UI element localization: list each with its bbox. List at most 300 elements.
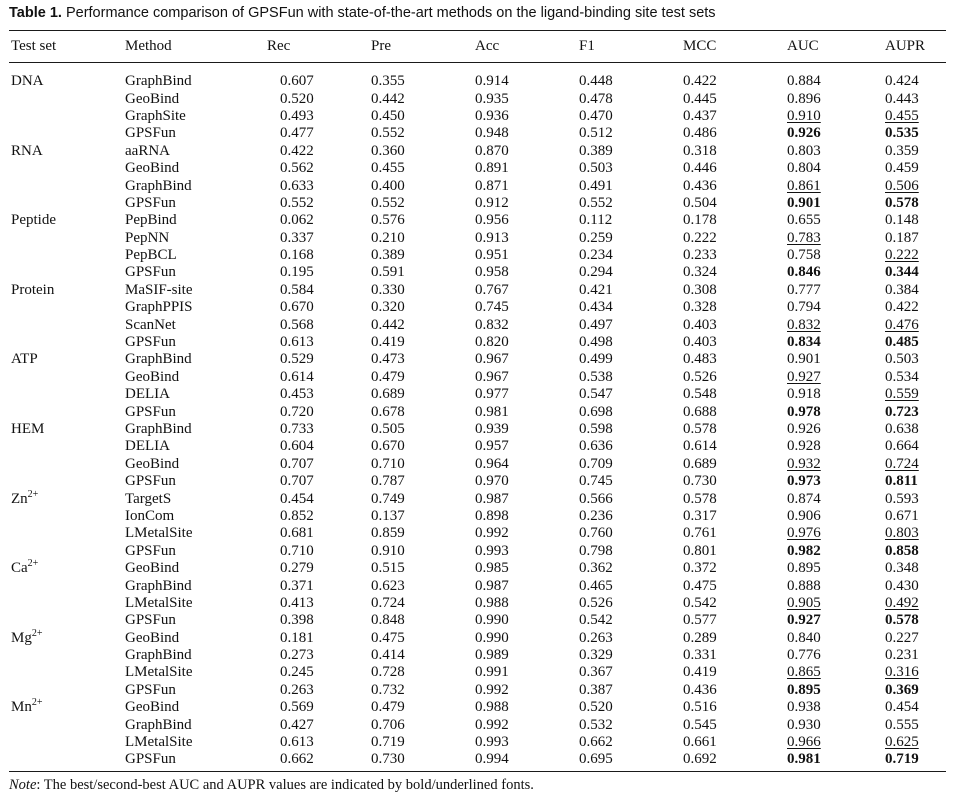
f1-value: 0.662 <box>579 734 613 751</box>
table-row <box>9 438 946 455</box>
f1-cell <box>579 160 683 177</box>
pre-cell <box>371 212 475 229</box>
auc-cell <box>787 456 885 473</box>
f1-value: 0.745 <box>579 473 613 490</box>
f1-value: 0.520 <box>579 699 613 716</box>
mcc-value: 0.222 <box>683 229 717 246</box>
pre-cell <box>371 699 475 716</box>
pre-value: 0.710 <box>371 455 405 472</box>
f1-value: 0.491 <box>579 177 613 194</box>
f1-value: 0.448 <box>579 73 613 90</box>
acc-cell <box>475 473 579 490</box>
acc-cell <box>475 125 579 142</box>
rec-cell <box>267 125 371 142</box>
method-cell: LMetalSite <box>125 664 193 681</box>
aupr-cell <box>885 125 946 142</box>
method-cell: IonCom <box>125 507 175 524</box>
mcc-value: 0.328 <box>683 299 717 316</box>
pre-value: 0.910 <box>371 542 405 559</box>
mcc-cell <box>683 473 787 490</box>
auc-cell <box>787 508 885 525</box>
f1-value: 0.389 <box>579 142 613 159</box>
pre-cell <box>371 143 475 160</box>
rec-cell <box>267 386 371 403</box>
auc-value: 0.777 <box>787 281 821 298</box>
f1-value: 0.695 <box>579 751 613 768</box>
mcc-value: 0.475 <box>683 577 717 594</box>
table-row <box>9 108 946 125</box>
acc-value: 0.820 <box>475 334 509 351</box>
mcc-cell <box>683 108 787 125</box>
rec-value: 0.454 <box>280 490 314 507</box>
mcc-value: 0.614 <box>683 438 717 455</box>
aupr-cell <box>885 543 946 560</box>
method-cell: GPSFun <box>125 194 176 211</box>
f1-value: 0.503 <box>579 160 613 177</box>
auc-cell <box>787 751 885 768</box>
pre-value: 0.455 <box>371 160 405 177</box>
f1-value: 0.698 <box>579 403 613 420</box>
acc-value: 0.948 <box>475 125 509 142</box>
header-method: Method <box>125 38 172 54</box>
acc-cell <box>475 160 579 177</box>
rec-value: 0.520 <box>280 90 314 107</box>
f1-cell <box>579 334 683 351</box>
aupr-cell <box>885 595 946 612</box>
rec-cell <box>267 73 371 90</box>
pre-cell <box>371 647 475 664</box>
method-cell: aaRNA <box>125 142 170 159</box>
table-caption <box>9 2 949 24</box>
rec-cell <box>267 230 371 247</box>
pre-value: 0.479 <box>371 699 405 716</box>
pre-value: 0.320 <box>371 299 405 316</box>
mcc-cell <box>683 282 787 299</box>
acc-value: 0.967 <box>475 351 509 368</box>
aupr-value: 0.430 <box>885 577 919 594</box>
method-cell: GPSFun <box>125 681 176 698</box>
rec-cell <box>267 177 371 194</box>
pre-cell <box>371 508 475 525</box>
f1-cell <box>579 316 683 333</box>
table-row <box>9 560 946 577</box>
f1-cell <box>579 386 683 403</box>
header-f1: F1 <box>579 38 595 54</box>
aupr-cell <box>885 612 946 629</box>
method-cell: LMetalSite <box>125 594 193 611</box>
mcc-value: 0.504 <box>683 194 717 211</box>
pre-value: 0.859 <box>371 525 405 542</box>
acc-value: 0.870 <box>475 142 509 159</box>
method-cell: TargetS <box>125 490 172 507</box>
f1-value: 0.434 <box>579 299 613 316</box>
auc-value: 0.895 <box>787 560 821 577</box>
test-set-cell <box>9 177 122 194</box>
test-set-cell <box>9 751 122 768</box>
test-set-charge: 2+ <box>31 697 43 709</box>
auc-cell <box>787 682 885 699</box>
rec-cell <box>267 543 371 560</box>
auc-value: 0.895 <box>787 681 821 698</box>
acc-cell <box>475 490 579 507</box>
table-row <box>9 734 946 751</box>
acc-value: 0.956 <box>475 212 509 229</box>
table-body <box>9 73 946 769</box>
table-row <box>9 543 946 560</box>
rec-value: 0.707 <box>280 473 314 490</box>
auc-value: 0.906 <box>787 507 821 524</box>
mcc-cell <box>683 316 787 333</box>
method-cell: GraphSite <box>125 107 186 124</box>
test-set-cell <box>9 525 122 542</box>
test-set-cell <box>9 143 122 160</box>
method-cell: GeoBind <box>125 629 180 646</box>
f1-cell <box>579 456 683 473</box>
mcc-value: 0.178 <box>683 212 717 229</box>
f1-value: 0.499 <box>579 351 613 368</box>
aupr-value: 0.359 <box>885 142 919 159</box>
rec-value: 0.413 <box>280 594 314 611</box>
aupr-value: 0.384 <box>885 281 919 298</box>
method-cell: PepBind <box>125 212 177 229</box>
aupr-cell <box>885 490 946 507</box>
mcc-cell <box>683 212 787 229</box>
auc-value: 0.884 <box>787 73 821 90</box>
table-caption-label: Table 1. <box>9 5 62 21</box>
method-cell: GPSFun <box>125 334 176 351</box>
rec-value: 0.398 <box>280 612 314 629</box>
f1-value: 0.636 <box>579 438 613 455</box>
table-row <box>9 421 946 438</box>
f1-cell <box>579 630 683 647</box>
auc-value: 0.910 <box>787 107 821 124</box>
f1-cell <box>579 560 683 577</box>
aupr-value: 0.535 <box>885 125 919 142</box>
header-test-set: Test set <box>11 38 57 54</box>
table-row <box>9 577 946 594</box>
pre-value: 0.678 <box>371 403 405 420</box>
test-set-cell <box>9 73 122 90</box>
acc-cell <box>475 247 579 264</box>
rec-value: 0.181 <box>280 629 314 646</box>
rec-value: 0.633 <box>280 177 314 194</box>
rec-cell <box>267 664 371 681</box>
aupr-value: 0.231 <box>885 647 919 664</box>
auc-cell <box>787 90 885 107</box>
method-cell: GeoBind <box>125 160 180 177</box>
mcc-value: 0.486 <box>683 125 717 142</box>
table-note-label: Note <box>9 777 37 793</box>
aupr-cell <box>885 212 946 229</box>
mcc-value: 0.233 <box>683 247 717 264</box>
test-set-cell <box>9 369 122 386</box>
acc-cell <box>475 508 579 525</box>
f1-cell <box>579 664 683 681</box>
acc-value: 0.977 <box>475 386 509 403</box>
aupr-value: 0.578 <box>885 194 919 211</box>
pre-cell <box>371 177 475 194</box>
f1-cell <box>579 438 683 455</box>
aupr-value: 0.492 <box>885 594 919 611</box>
test-set-cell <box>9 647 122 664</box>
acc-cell <box>475 682 579 699</box>
mcc-cell <box>683 177 787 194</box>
table-row <box>9 195 946 212</box>
aupr-value: 0.671 <box>885 507 919 524</box>
method-cell: GraphBind <box>125 351 192 368</box>
aupr-value: 0.422 <box>885 299 919 316</box>
f1-cell <box>579 403 683 420</box>
pre-cell <box>371 73 475 90</box>
acc-cell <box>475 577 579 594</box>
mcc-cell <box>683 716 787 733</box>
acc-value: 0.951 <box>475 247 509 264</box>
f1-value: 0.512 <box>579 125 613 142</box>
acc-value: 0.939 <box>475 421 509 437</box>
auc-cell <box>787 734 885 751</box>
rec-value: 0.263 <box>280 681 314 698</box>
rec-cell <box>267 647 371 664</box>
auc-cell <box>787 369 885 386</box>
aupr-cell <box>885 160 946 177</box>
f1-cell <box>579 264 683 281</box>
header-pre: Pre <box>371 38 391 54</box>
mcc-cell <box>683 647 787 664</box>
auc-value: 0.978 <box>787 403 821 420</box>
test-set-cell <box>9 386 122 403</box>
aupr-value: 0.723 <box>885 403 919 420</box>
test-set-cell <box>9 108 122 125</box>
table-row <box>9 299 946 316</box>
f1-value: 0.552 <box>579 194 613 211</box>
mcc-value: 0.331 <box>683 647 717 664</box>
aupr-value: 0.222 <box>885 247 919 264</box>
auc-cell <box>787 560 885 577</box>
f1-value: 0.294 <box>579 264 613 281</box>
pre-cell <box>371 282 475 299</box>
auc-value: 0.758 <box>787 247 821 264</box>
pre-cell <box>371 664 475 681</box>
pre-value: 0.515 <box>371 560 405 577</box>
pre-value: 0.689 <box>371 386 405 403</box>
table-header-row <box>9 31 946 62</box>
pre-cell <box>371 386 475 403</box>
auc-cell <box>787 108 885 125</box>
test-set-cell <box>9 403 122 420</box>
f1-cell <box>579 212 683 229</box>
acc-value: 0.964 <box>475 455 509 472</box>
pre-cell <box>371 525 475 542</box>
auc-value: 0.905 <box>787 594 821 611</box>
acc-value: 0.994 <box>475 751 509 768</box>
test-set-cell <box>9 125 122 142</box>
mcc-cell <box>683 90 787 107</box>
auc-value: 0.982 <box>787 542 821 559</box>
rec-cell <box>267 508 371 525</box>
rec-cell <box>267 403 371 420</box>
rec-cell <box>267 438 371 455</box>
f1-value: 0.112 <box>579 212 613 229</box>
rec-cell <box>267 577 371 594</box>
pre-cell <box>371 334 475 351</box>
aupr-cell <box>885 664 946 681</box>
table-row <box>9 386 946 403</box>
table-row <box>9 647 946 664</box>
pre-value: 0.719 <box>371 734 405 751</box>
auc-value: 0.927 <box>787 368 821 385</box>
acc-cell <box>475 316 579 333</box>
test-set-charge: 2+ <box>27 558 39 570</box>
f1-cell <box>579 543 683 560</box>
f1-cell <box>579 143 683 160</box>
pre-value: 0.475 <box>371 629 405 646</box>
pre-value: 0.749 <box>371 490 405 507</box>
test-set-cell <box>9 595 122 612</box>
acc-value: 0.936 <box>475 107 509 124</box>
method-cell: GPSFun <box>125 473 176 490</box>
aupr-cell <box>885 456 946 473</box>
method-cell: GeoBind <box>125 90 180 107</box>
acc-value: 0.898 <box>475 507 509 524</box>
test-set-cell <box>9 421 122 438</box>
auc-value: 0.804 <box>787 160 821 177</box>
mcc-cell <box>683 456 787 473</box>
mcc-cell <box>683 630 787 647</box>
rec-value: 0.337 <box>280 229 314 246</box>
auc-value: 0.901 <box>787 351 821 368</box>
auc-cell <box>787 403 885 420</box>
method-cell: LMetalSite <box>125 734 193 751</box>
rec-value: 0.562 <box>280 160 314 177</box>
pre-cell <box>371 160 475 177</box>
rec-cell <box>267 560 371 577</box>
f1-value: 0.387 <box>579 681 613 698</box>
pre-value: 0.623 <box>371 577 405 594</box>
rec-cell <box>267 195 371 212</box>
acc-value: 0.993 <box>475 734 509 751</box>
acc-value: 0.988 <box>475 699 509 716</box>
test-set-cell <box>9 247 122 264</box>
f1-cell <box>579 195 683 212</box>
pre-cell <box>371 403 475 420</box>
test-set-cell <box>9 282 122 299</box>
acc-value: 0.985 <box>475 560 509 577</box>
aupr-value: 0.454 <box>885 699 919 716</box>
f1-value: 0.367 <box>579 664 613 681</box>
table-row <box>9 316 946 333</box>
aupr-cell <box>885 177 946 194</box>
auc-value: 0.938 <box>787 699 821 716</box>
aupr-cell <box>885 630 946 647</box>
aupr-value: 0.443 <box>885 90 919 107</box>
rec-value: 0.607 <box>280 73 314 90</box>
rec-cell <box>267 682 371 699</box>
f1-cell <box>579 108 683 125</box>
method-cell: GPSFun <box>125 403 176 420</box>
acc-cell <box>475 195 579 212</box>
mcc-value: 0.516 <box>683 699 717 716</box>
table-row <box>9 334 946 351</box>
acc-value: 0.981 <box>475 403 509 420</box>
test-set-cell <box>9 716 122 733</box>
pre-value: 0.591 <box>371 264 405 281</box>
rec-value: 0.733 <box>280 421 314 437</box>
acc-cell <box>475 73 579 90</box>
aupr-cell <box>885 90 946 107</box>
table-row <box>9 595 946 612</box>
rec-value: 0.422 <box>280 142 314 159</box>
auc-value: 0.918 <box>787 386 821 403</box>
pre-cell <box>371 595 475 612</box>
auc-cell <box>787 386 885 403</box>
test-set-cell <box>9 473 122 490</box>
mcc-value: 0.403 <box>683 316 717 333</box>
table-row <box>9 230 946 247</box>
auc-cell <box>787 160 885 177</box>
aupr-value: 0.803 <box>885 525 919 542</box>
mcc-value: 0.372 <box>683 560 717 577</box>
auc-value: 0.973 <box>787 473 821 490</box>
f1-cell <box>579 699 683 716</box>
f1-value: 0.547 <box>579 386 613 403</box>
mcc-cell <box>683 299 787 316</box>
f1-cell <box>579 73 683 90</box>
pre-cell <box>371 543 475 560</box>
pre-cell <box>371 247 475 264</box>
method-cell: GraphBind <box>125 421 192 437</box>
auc-cell <box>787 351 885 368</box>
auc-value: 0.783 <box>787 229 821 246</box>
auc-value: 0.794 <box>787 299 821 316</box>
rec-value: 0.529 <box>280 351 314 368</box>
mcc-value: 0.437 <box>683 107 717 124</box>
auc-cell <box>787 543 885 560</box>
table-row <box>9 177 946 194</box>
acc-value: 0.970 <box>475 473 509 490</box>
auc-value: 0.888 <box>787 577 821 594</box>
test-set-label: Protein <box>11 281 55 298</box>
rec-cell <box>267 421 371 438</box>
rec-value: 0.371 <box>280 577 314 594</box>
acc-value: 0.967 <box>475 368 509 385</box>
aupr-cell <box>885 751 946 768</box>
test-set-cell <box>9 334 122 351</box>
auc-cell <box>787 421 885 438</box>
auc-cell <box>787 299 885 316</box>
test-set-label: HEM <box>11 421 45 437</box>
auc-cell <box>787 195 885 212</box>
acc-value: 0.987 <box>475 577 509 594</box>
aupr-cell <box>885 369 946 386</box>
test-set-cell <box>9 230 122 247</box>
auc-cell <box>787 438 885 455</box>
acc-cell <box>475 299 579 316</box>
acc-cell <box>475 90 579 107</box>
f1-value: 0.760 <box>579 525 613 542</box>
mcc-cell <box>683 264 787 281</box>
acc-value: 0.987 <box>475 490 509 507</box>
aupr-cell <box>885 282 946 299</box>
table-row <box>9 369 946 386</box>
mcc-value: 0.436 <box>683 177 717 194</box>
auc-cell <box>787 595 885 612</box>
test-set-cell <box>9 577 122 594</box>
pre-cell <box>371 630 475 647</box>
acc-cell <box>475 630 579 647</box>
mcc-cell <box>683 421 787 438</box>
acc-cell <box>475 647 579 664</box>
aupr-value: 0.316 <box>885 664 919 681</box>
